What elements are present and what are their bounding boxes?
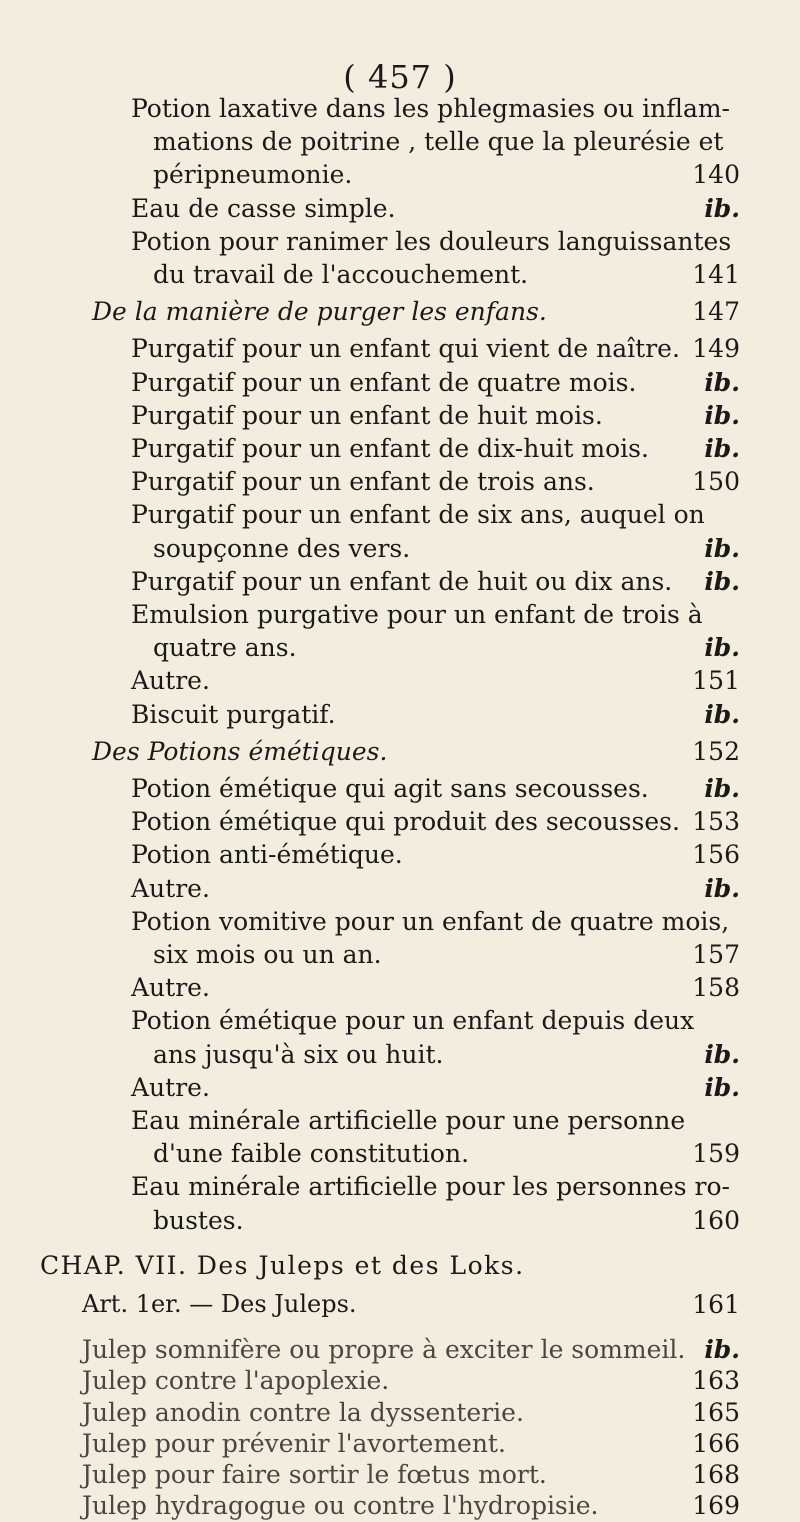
entry-text: ans jusqu'à six ou huit. <box>153 1039 444 1069</box>
julep-entry <box>0 1489 800 1522</box>
entry-text: CHAP. VII. Des Juleps et des Loks. <box>40 1250 525 1280</box>
page-reference: 160 <box>692 1205 740 1235</box>
julep-entry <box>0 1333 800 1366</box>
toc-entry <box>0 498 800 531</box>
entry-text: du travail de l'accouchement. <box>153 260 529 289</box>
toc-entry <box>0 1104 800 1137</box>
toc-entry <box>0 1170 800 1203</box>
entry-text: d'une faible constitution. <box>153 1139 470 1169</box>
page-reference: 169 <box>692 1491 740 1521</box>
entry-text: Julep pour prévenir l'avortement. <box>82 1428 506 1458</box>
toc-entry <box>0 938 800 971</box>
entry-text: Emulsion purgative pour un enfant de trois à <box>131 600 703 629</box>
entry-text: Julep pour faire sortir le fœtus mort. <box>82 1460 547 1489</box>
page-reference: ib. <box>704 400 740 430</box>
entry-text: Purgatif pour un enfant de dix-huit mois. <box>131 434 649 463</box>
page-reference: 163 <box>692 1366 740 1396</box>
section-heading <box>0 295 800 328</box>
entry-text: Autre. <box>131 666 210 696</box>
toc-entry <box>0 664 800 697</box>
toc-entry <box>0 631 800 664</box>
entry-text: Eau de casse simple. <box>131 193 396 223</box>
entry-text: Purgatif pour un enfant de quatre mois. <box>131 367 637 397</box>
toc-entry <box>0 1137 800 1170</box>
entry-text: Potion anti-émétique. <box>131 840 403 870</box>
page-reference: 149 <box>692 334 740 364</box>
page-reference: 158 <box>692 973 740 1003</box>
page-reference: ib. <box>704 699 740 729</box>
toc-entry <box>0 772 800 805</box>
article-heading <box>0 1288 800 1321</box>
entry-text: Potion émétique qui produit des secousses. <box>131 807 680 837</box>
entry-text: Autre. <box>131 973 210 1003</box>
entry-text: Biscuit purgatif. <box>131 699 336 729</box>
page-reference: 165 <box>692 1397 740 1427</box>
entry-text: mations de poitrine , telle que la pleurésie et <box>153 127 724 157</box>
entry-text: péripneumonie. <box>153 160 353 190</box>
page-reference: 156 <box>692 840 740 870</box>
entry-text: Purgatif pour un enfant qui vient de naître. <box>131 334 680 364</box>
julep-entry <box>0 1458 800 1491</box>
toc-entry <box>0 332 800 365</box>
toc-entry <box>0 258 800 291</box>
entry-text: Purgatif pour un enfant de huit ou dix ans. <box>131 566 673 596</box>
entry-text: Julep contre l'apoplexie. <box>82 1366 390 1396</box>
page-reference: 150 <box>692 467 740 497</box>
page-reference: ib. <box>704 633 740 663</box>
entry-text: Des Potions émétiques. <box>92 736 388 766</box>
page-reference: ib. <box>704 1039 740 1069</box>
julep-entry <box>0 1427 800 1460</box>
page-reference: 166 <box>692 1428 740 1458</box>
page-reference: ib. <box>704 533 740 563</box>
toc-entry <box>0 838 800 871</box>
page-reference: 152 <box>692 736 740 766</box>
entry-text: quatre ans. <box>153 633 297 663</box>
toc-entry <box>0 1038 800 1071</box>
julep-entry <box>0 1364 800 1397</box>
chapter-heading <box>0 1249 800 1282</box>
entry-text: Potion laxative dans les phlegmasies ou inflam- <box>131 94 730 123</box>
toc-entry <box>0 872 800 905</box>
entry-text: Eau minérale artificielle pour une personne <box>131 1106 686 1135</box>
entry-text: six mois ou un an. <box>153 940 382 969</box>
page-reference: ib. <box>704 1335 740 1365</box>
entry-text: Potion pour ranimer les douleurs languissantes <box>131 226 732 256</box>
toc-entry <box>0 399 800 432</box>
entry-text: Purgatif pour un enfant de six ans, auquel on <box>131 500 705 530</box>
toc-entry <box>0 125 800 158</box>
page-reference: 141 <box>692 260 740 289</box>
page-reference: 153 <box>692 807 740 837</box>
entry-text: Autre. <box>131 873 210 903</box>
entry-text: Eau minérale artificielle pour les personnes ro- <box>131 1172 730 1202</box>
toc-entry <box>0 225 800 258</box>
entry-text: Julep hydragogue ou contre l'hydropisie. <box>82 1491 599 1521</box>
toc-entry <box>0 92 800 125</box>
toc-entry <box>0 598 800 631</box>
toc-entry <box>0 698 800 731</box>
section-heading <box>0 735 800 768</box>
page-reference: 161 <box>692 1290 740 1319</box>
toc-entry <box>0 465 800 498</box>
toc-entry <box>0 192 800 225</box>
toc-entry <box>0 565 800 598</box>
entry-text: Purgatif pour un enfant de trois ans. <box>131 467 595 497</box>
entry-text: Art. 1er. — Des Juleps. <box>82 1290 357 1318</box>
entry-text: Julep anodin contre la dyssenterie. <box>82 1397 524 1427</box>
page-reference: ib. <box>704 193 740 223</box>
page-number: ( 457 ) <box>343 58 457 96</box>
entry-text: Potion vomitive pour un enfant de quatre mois, <box>131 906 730 936</box>
page-reference: ib. <box>704 566 740 596</box>
entry-text: Autre. <box>131 1072 210 1102</box>
page-reference: 168 <box>692 1460 740 1489</box>
page-reference: ib. <box>704 873 740 903</box>
toc-entry <box>0 1204 800 1237</box>
julep-entry <box>0 1396 800 1429</box>
page-reference: ib. <box>704 774 740 803</box>
page-reference: ib. <box>704 367 740 397</box>
toc-entry <box>0 905 800 938</box>
entry-text: Julep somnifère ou propre à exciter le sommeil. <box>82 1335 686 1365</box>
page-reference: ib. <box>704 434 740 463</box>
toc-entry <box>0 805 800 838</box>
page-reference: 159 <box>692 1139 740 1169</box>
toc-entry <box>0 971 800 1004</box>
page-reference: 147 <box>692 297 740 327</box>
page-reference: 151 <box>692 666 740 696</box>
toc-entry <box>0 532 800 565</box>
toc-entry <box>0 366 800 399</box>
entry-text: bustes. <box>153 1205 244 1235</box>
page-reference: 140 <box>692 160 740 190</box>
entry-text: Potion émétique qui agit sans secousses. <box>131 774 649 803</box>
toc-entry <box>0 432 800 465</box>
entry-text: Potion émétique pour un enfant depuis deux <box>131 1006 695 1036</box>
entry-text: De la manière de purger les enfans. <box>92 297 547 327</box>
page-reference: 157 <box>692 940 740 969</box>
toc-entry <box>0 1071 800 1104</box>
toc-entry <box>0 1004 800 1037</box>
toc-entry <box>0 158 800 191</box>
entry-text: Purgatif pour un enfant de huit mois. <box>131 400 603 430</box>
entry-text: soupçonne des vers. <box>153 533 411 563</box>
page-reference: ib. <box>704 1072 740 1102</box>
